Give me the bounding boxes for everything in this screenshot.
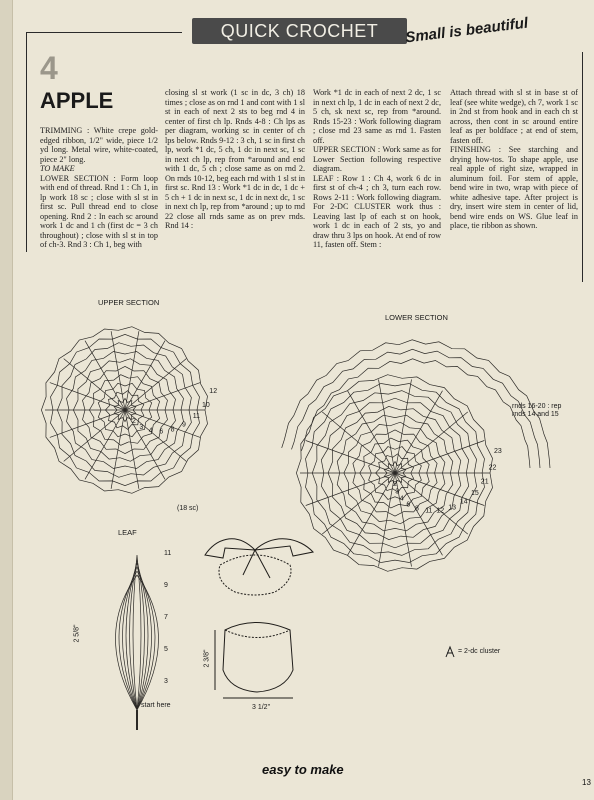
project-number: 4	[40, 50, 58, 86]
upper-section-diagram	[40, 305, 240, 505]
stitch-spoke	[64, 359, 125, 410]
tagline: Small is beautiful	[404, 14, 529, 47]
round-number: 13	[448, 504, 456, 512]
section-banner	[192, 18, 407, 44]
page-number: 13	[582, 778, 591, 787]
text-frame-right	[582, 52, 583, 282]
text-frame-left	[26, 32, 27, 252]
round-number: 12	[209, 387, 218, 395]
easy-to-make-logo: easy to make	[262, 762, 344, 777]
finishing-text: FINISHING : See starching and drying how-tos. To shape apple, use real apple of right size, wrapped in aluminum foil. For stem of apple, bend wire in two, wrap with piece of white adhesive tape. After project is dry, insert wire stem in center of lid, bend wire ends on WS. Glue leaf in place, tie ribbon as shown.	[450, 145, 578, 230]
stitch-spoke	[50, 383, 125, 410]
stitch-spoke	[395, 441, 484, 474]
row-number: 3	[164, 678, 168, 685]
round-number: 2	[132, 418, 136, 426]
upper-section-label: UPPER SECTION	[98, 298, 160, 307]
round-number: 4	[148, 427, 153, 435]
stitch-spoke	[50, 410, 125, 437]
page-title: APPLE	[40, 88, 114, 113]
round-number: 4	[399, 495, 404, 503]
leaf-row	[123, 567, 152, 710]
cluster-symbol	[443, 645, 457, 659]
lower-note: rnds 16-20 : rep rnds 14 and 15	[512, 403, 562, 418]
round-number: 3	[395, 488, 400, 496]
banner-text: QUICK CROCHET	[220, 21, 379, 41]
stitch-spoke	[322, 412, 395, 473]
lower-section-label: LOWER SECTION	[385, 313, 448, 322]
binding-edge	[0, 0, 13, 800]
apple-illustration	[195, 520, 325, 710]
to-make-heading: TO MAKE	[40, 164, 75, 173]
dimension-height: 2 3/8"	[203, 649, 211, 668]
round-number: 23	[494, 447, 502, 455]
round-number: 21	[480, 478, 489, 486]
round-number: 22	[488, 464, 497, 472]
stitch-spoke	[306, 473, 395, 506]
lid-outline	[219, 555, 291, 595]
dimension-width: 3 1/2"	[252, 704, 271, 711]
row-number: 9	[164, 582, 168, 589]
stitch-spoke	[395, 412, 468, 473]
round-number: 11	[425, 507, 433, 515]
round-number: 15	[471, 489, 479, 497]
dimension-leaf: 2 5/8"	[73, 624, 81, 643]
round-number: 9	[182, 421, 186, 429]
ribbon-bow	[205, 539, 313, 578]
outer-arc-row	[292, 349, 541, 468]
stitch-spoke	[306, 441, 395, 474]
leaf-row	[133, 555, 141, 710]
trimming-text: TRIMMING : White crepe gold-edged ribbon, 1/2" wide, piece 1/2 yd long. Metal wire, white-coated, piece 2" long.	[40, 126, 158, 164]
round-number: 3	[139, 423, 144, 431]
round-number: 12	[436, 507, 445, 515]
round-number: 6	[406, 501, 411, 509]
leaf-label: LEAF	[118, 528, 137, 537]
round-number: 2	[393, 481, 397, 489]
row-number: 5	[164, 646, 168, 653]
leaf-row	[116, 575, 159, 710]
lower-section-diagram	[285, 318, 565, 578]
bowl-rim	[225, 630, 290, 638]
round-number: 6	[159, 428, 164, 436]
stem-text: Attach thread with sl st in base st of leaf (see white wedge), ch 7, work 1 sc in 2nd st from hook and in each ch st across, then cont in sc around entire leaf as per boldface ; at end of stem, fasten off.	[450, 88, 578, 145]
cluster-note: = 2-dc cluster	[458, 648, 501, 655]
rounds-continued-text: Work *1 dc in each of next 2 dc, 1 sc in next ch lp, 1 dc in each of next 2 dc, 5 ch, sk next sc, rep from *around. Rnds 15-23 : Work following diagram ; close rnd 23 same as rnd 1. Fasten off.	[313, 88, 441, 145]
round-number: 8	[170, 426, 175, 434]
start-here-label: start here	[141, 702, 171, 709]
text-frame	[26, 32, 182, 33]
instructions-column-4	[450, 88, 578, 231]
instructions-column-3	[313, 88, 441, 250]
row-number: 11	[164, 550, 172, 557]
instructions-column-1	[40, 126, 158, 250]
stitch-spoke	[125, 383, 200, 410]
leaf-diagram	[92, 535, 182, 735]
stitch-spoke	[322, 473, 395, 534]
upper-note: (18 sc)	[177, 505, 199, 512]
leaf-row	[119, 571, 155, 710]
rounds-text: closing sl st work (1 sc in dc, 3 ch) 18 times ; close as on rnd 1 and cont with 1 sl st in each of next 2 sts to beg rnd 4 in center of first ch lp. Rnds 4-8 : Ch lps as per diagram, working sc in center of ch lps below. Rnds 9-12 : 3 ch, 1 sc in first ch lp, work *1 dc, 5 ch, 1 dc in next sc, 1 sc in next ch lp, rep from *around and end with 1 dc, 5 ch ; close same as on rnd 2. On rnds 10-12, beg each rnd with 1 sl st in first sc. Rnd 13 : Work *1 dc in dc, 1 dc + 5 ch + 1 dc in next sc, 1 dc in next dc, 1 sc in next ch lp, rep from *around ; up to rnd 22 close all rnds same as on prev rnds. Rnd 14 :	[165, 88, 305, 230]
leaf-text: LEAF : Row 1 : Ch 4, work 6 dc in first st of ch-4 ; ch 3, turn each row. Rows 2-11 : Work following diagram. For 2-DC CLUSTER work thus : Leaving last lp of each st on hook, work 1 dc in each of 2 sts, yo and draw thru 3 lps on hook. At end of row 11, fasten off. Stem :	[313, 173, 441, 249]
outer-arc-row	[282, 340, 550, 468]
lower-section-text: LOWER SECTION : Form loop with end of thread. Rnd 1 : Ch 1, in lp work 18 sc ; close with sl st in first sc. Pull thread end to close opening. Rnd 2 : In each sc around work 1 dc and 1 ch (first dc = 3 ch throughout) ; close with sl st in top of ch-3. Rnd 3 : Ch 1, beg with	[40, 173, 158, 249]
row-number: 7	[164, 614, 168, 621]
stitch-spoke	[125, 359, 186, 410]
stitch-spoke	[64, 410, 125, 461]
upper-section-text: UPPER SECTION : Work same as for Lower Section following respective diagram.	[313, 145, 441, 173]
round-number: 14	[459, 498, 468, 506]
round-number: 11	[192, 413, 200, 421]
round-number: 10	[202, 401, 210, 409]
instructions-column-2	[165, 88, 305, 231]
round-number: 8	[415, 505, 419, 513]
